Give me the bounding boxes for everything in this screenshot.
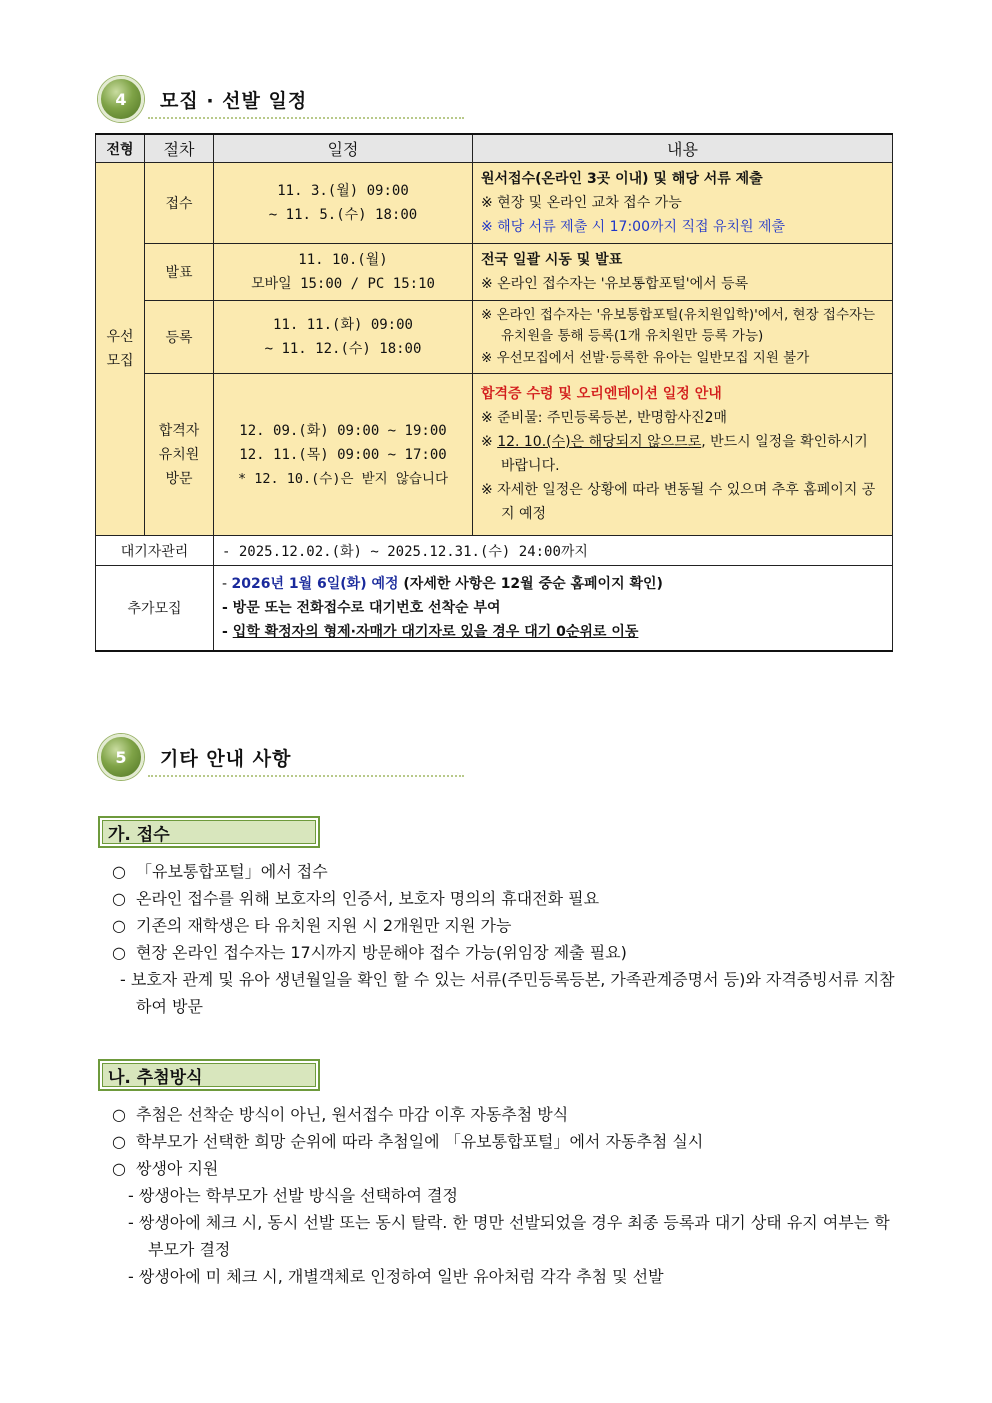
section-underline (148, 117, 464, 119)
list-item (112, 1128, 902, 1155)
step-line: 합격자 (158, 422, 200, 439)
additional-label: 추가모집 (96, 566, 214, 651)
subsection-b-list (112, 1101, 902, 1290)
schedule-cell (214, 374, 473, 536)
item-text: 쌍생아 지원 (136, 1159, 219, 1178)
item-text: 추첨은 선착순 방식이 아닌, 원서접수 마감 이후 자동추첨 방식 (136, 1105, 569, 1124)
content-line: 전국 일괄 시동 및 발표 (481, 252, 623, 268)
content-line (481, 430, 884, 478)
table-row (96, 244, 893, 301)
mark-text: ※ (481, 434, 498, 450)
subsection-a-list (112, 858, 902, 1020)
list-item (112, 858, 902, 885)
header-step: 절차 (145, 134, 214, 163)
waitlist-text: - 2025.12.02.(화) ~ 2025.12.31.(수) 24:00까지 (214, 536, 893, 566)
section-5-heading (98, 734, 291, 780)
list-item (112, 885, 902, 912)
category-cell (96, 163, 145, 536)
schedule-line: ~ 11. 5.(수) 18:00 (268, 207, 418, 223)
circle-bullet-icon: ○ (112, 1132, 126, 1151)
step-line: 유치원 (158, 446, 200, 463)
step-cell: 등록 (145, 301, 214, 374)
table-row (96, 374, 893, 536)
category-line: 모집 (106, 353, 134, 369)
list-subitem: - 쌍생아에 미 체크 시, 개별객체로 인정하여 일반 유아처럼 각각 추첨 및 선발 (128, 1267, 664, 1286)
content-line: 원서접수(온라인 3곳 이내) 및 해당 서류 제출 (481, 171, 763, 187)
section-4-heading (98, 76, 307, 122)
schedule-line: 12. 09.(화) 09:00 ~ 19:00 (239, 422, 447, 439)
table-row (96, 163, 893, 244)
list-subitem: - 보호자 관계 및 유아 생년월일을 확인 할 수 있는 서류(주민등록등본, 가족관계증명서 등)와 자격증빙서류 지참하여 방문 (120, 970, 895, 1016)
schedule-cell (214, 163, 473, 244)
schedule-table (95, 133, 893, 652)
item-text: 현장 온라인 접수자는 17시까지 방문해야 접수 가능(위임장 제출 필요) (136, 943, 627, 962)
subsection-b-title: 나. 추첨방식 (98, 1059, 320, 1091)
underlined-text: 12. 10.(수)은 해당되지 않으므로 (497, 434, 702, 450)
additional-content (214, 566, 893, 651)
list-item (112, 912, 902, 939)
header-schedule: 일정 (214, 134, 473, 163)
schedule-line: 11. 3.(월) 09:00 (277, 183, 409, 199)
schedule-line: 12. 11.(목) 09:00 ~ 17:00 (239, 446, 447, 463)
step-cell: 접수 (145, 163, 214, 244)
content-line: ※ 현장 및 온라인 교차 접수 가능 (481, 195, 682, 211)
waitlist-label: 대기자관리 (96, 536, 214, 566)
additional-note: (자세한 사항은 12월 중순 홈페이지 확인) (398, 575, 663, 592)
item-text: 온라인 접수를 위해 보호자의 인증서, 보호자 명의의 휴대전화 필요 (136, 889, 600, 908)
item-text: 「유보통합포털」에서 접수 (136, 862, 328, 881)
content-line: ※ 온라인 접수자는 '유보통합포털'에서 등록 (481, 276, 749, 292)
additional-line: - 방문 또는 전화접수로 대기번호 선착순 부여 (222, 599, 501, 616)
content-line: ※ 준비물: 주민등록등본, 반명함사진2매 (481, 410, 728, 426)
content-title: 합격증 수령 및 오리엔테이션 일정 안내 (481, 386, 722, 402)
item-text: 학부모가 선택한 희망 순위에 따라 추첨일에 「유보통합포털」에서 자동추첨 실시 (136, 1132, 704, 1151)
schedule-cell (214, 244, 473, 301)
schedule-line: ~ 11. 12.(수) 18:00 (264, 341, 422, 357)
list-item (112, 1101, 902, 1128)
list-subitem: - 쌍생아는 학부모가 선발 방식을 선택하여 결정 (128, 1186, 458, 1205)
item-text: 기존의 재학생은 타 유치원 지원 시 2개원만 지원 가능 (136, 916, 512, 935)
section-title: 기타 안내 사항 (160, 747, 292, 770)
circle-bullet-icon: ○ (112, 862, 126, 881)
content-line: ※ 자세한 일정은 상황에 따라 변동될 수 있으며 추후 홈페이지 공지 예정 (481, 482, 876, 522)
section-number-badge: 4 (98, 76, 144, 122)
table-row (96, 536, 893, 566)
step-line: 방문 (165, 470, 193, 487)
dash-text: - (222, 623, 233, 640)
table-row (96, 301, 893, 374)
list-item (112, 1155, 902, 1182)
step-cell: 발표 (145, 244, 214, 301)
additional-line (222, 572, 884, 596)
schedule-line: 11. 10.(월) (298, 252, 388, 268)
content-line: ※ 온라인 접수자는 '유보통합포털(유치원입학)'에서, 현장 접수자는 유치원을 통해 등록(1개 유치원만 등록 가능) (481, 307, 876, 344)
schedule-line: * 12. 10.(수)은 받지 않습니다 (238, 470, 448, 487)
circle-bullet-icon: ○ (112, 943, 126, 962)
table-row (96, 566, 893, 651)
content-cell (473, 163, 893, 244)
section-title: 모집 · 선발 일정 (160, 89, 308, 112)
content-cell (473, 374, 893, 536)
highlight-date: 2026년 1월 6일(화) 예정 (231, 575, 399, 592)
schedule-line: 모바일 15:00 / PC 15:10 (251, 276, 435, 292)
table-header-row (96, 134, 893, 163)
category-line: 우선 (106, 329, 134, 345)
header-content: 내용 (473, 134, 893, 163)
content-cell (473, 244, 893, 301)
circle-bullet-icon: ○ (112, 1159, 126, 1178)
circle-bullet-icon: ○ (112, 1105, 126, 1124)
underlined-text: 입학 확정자의 형제·자매가 대기자로 있을 경우 대기 0순위로 이동 (232, 623, 639, 640)
content-text: , 반드시 일정을 확인하시기 바랍니다. (501, 434, 868, 474)
dash-text: - (222, 575, 232, 592)
step-cell (145, 374, 214, 536)
additional-line (222, 620, 884, 644)
content-line: ※ 해당 서류 제출 시 17:00까지 직접 유치원 제출 (481, 219, 786, 235)
content-cell (473, 301, 893, 374)
section-number-badge: 5 (98, 734, 144, 780)
section-underline (148, 775, 464, 777)
list-item (112, 939, 902, 966)
schedule-cell (214, 301, 473, 374)
subsection-a-title: 가. 접수 (98, 816, 320, 848)
circle-bullet-icon: ○ (112, 916, 126, 935)
schedule-line: 11. 11.(화) 09:00 (273, 317, 413, 333)
list-subitem: - 쌍생아에 체크 시, 동시 선발 또는 동시 탈락. 한 명만 선발되었을 경우 최종 등록과 대기 상태 유지 여부는 학부모가 결정 (128, 1213, 890, 1259)
circle-bullet-icon: ○ (112, 889, 126, 908)
header-type: 전형 (96, 134, 145, 163)
content-line: ※ 우선모집에서 선발·등록한 유아는 일반모집 지원 불가 (481, 350, 810, 366)
